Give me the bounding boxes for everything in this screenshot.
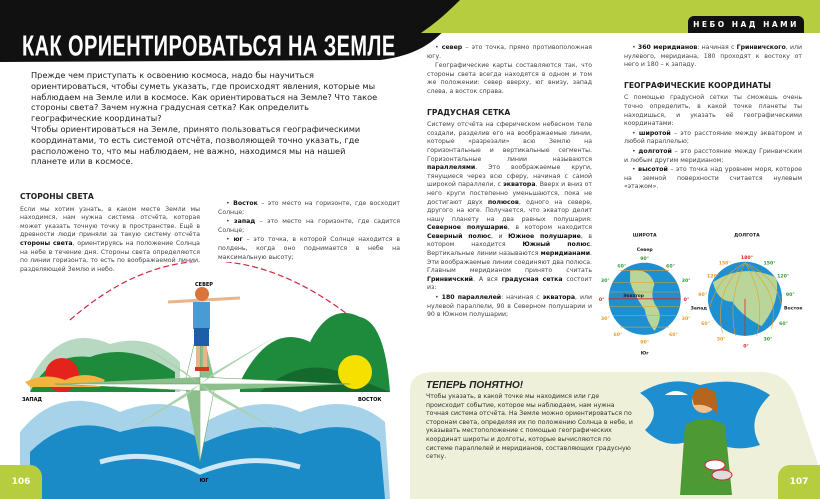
lat-label: 90° bbox=[640, 256, 650, 262]
cardinal-col-2 bbox=[218, 200, 400, 263]
text-run: – это место на горизонте, где садится Солнце; bbox=[218, 218, 400, 234]
bold-term: запад bbox=[234, 218, 256, 226]
latitude-north: Север bbox=[636, 248, 653, 254]
meridians-item bbox=[624, 44, 802, 70]
bold-term: высотой bbox=[638, 166, 668, 174]
bold-term: стороны света bbox=[20, 239, 73, 247]
maps-paragraph bbox=[427, 62, 592, 96]
bold-term: 180 параллелей bbox=[441, 294, 502, 302]
text-run: . Вверх и вниз от него круги постепенно уменьшаются, пока не достигают двух bbox=[427, 181, 592, 206]
bold-term: полюсов bbox=[487, 198, 519, 206]
lat-label: 30° bbox=[600, 317, 610, 323]
label-west: ЗАПАД bbox=[22, 397, 42, 403]
text-run: • bbox=[632, 129, 639, 137]
bold-term: Южный полюс bbox=[522, 241, 591, 249]
label-south: ЮГ bbox=[199, 478, 209, 484]
lat-label: 0° bbox=[683, 297, 690, 303]
coords-col bbox=[624, 44, 802, 193]
longitude-item bbox=[624, 148, 802, 165]
bold-term: Восток bbox=[233, 200, 258, 207]
lat-label: 60° bbox=[666, 264, 675, 270]
grid-paragraph bbox=[427, 121, 592, 293]
longitude-globe bbox=[708, 262, 782, 336]
text-run: . Эти воображаемые линии соединяют два полюса. Главным меридианом принято считать bbox=[427, 250, 592, 275]
text-run: – это расстояние между экватором и любой параллелью; bbox=[624, 129, 802, 146]
text-run: – это расстояние между Гринвичским и любым другим меридианом; bbox=[624, 147, 802, 164]
text-run: Прежде чем приступать к освоению космоса, надо бы научиться ориентироваться, чтобы суметь указать, где происходят явления, которые мы наблюдаем на Земле или в космосе. Как ориентироваться на Земле? Что такое стороны света? Зачем нужна градусная сетка? Как определить географические координаты? bbox=[31, 70, 378, 124]
intro-text bbox=[31, 70, 381, 167]
text-run: , и bbox=[490, 232, 509, 240]
page-number-left: 106 bbox=[0, 465, 42, 499]
bold-term: Гринвичский bbox=[427, 275, 474, 283]
bold-term: широтой bbox=[638, 129, 671, 137]
page-number-right: 107 bbox=[778, 465, 820, 499]
bold-term: экватора bbox=[542, 294, 576, 302]
text-run: , или нулевого, меридиана, 180 проходят к востоку от него и 180 – к западу. bbox=[624, 44, 802, 69]
lon-label: 150° bbox=[718, 261, 731, 267]
east-item bbox=[218, 200, 400, 217]
bold-term: долготой bbox=[638, 147, 672, 155]
lat-label: 30° bbox=[681, 317, 691, 323]
text-run: Чтобы ориентироваться на Земле, принято пользоваться географическими координатами, то есть системой отсчёта, позволяющей точно указать, где расположено то, что мы наблюдаем, не важно, находимся мы на нашей планете или в космосе. bbox=[31, 123, 361, 167]
text-run: , в котором находится bbox=[427, 232, 592, 249]
north-item bbox=[427, 44, 592, 61]
latitude-title: ШИРОТА bbox=[632, 233, 657, 239]
bold-term: Гринвичского bbox=[736, 44, 786, 51]
girl-with-compass-illustration bbox=[640, 375, 780, 495]
lon-label: 150° bbox=[763, 261, 776, 267]
latitude-south: Юг bbox=[640, 351, 649, 357]
lat-label: 30° bbox=[681, 279, 691, 285]
text-run: . Вертикальные линии называются bbox=[427, 241, 592, 258]
summary-text: Чтобы указать, в какой точке мы находимся или где происходит событие, которое мы наблюдаем, нам нужна точная система отсчёта. На Земле можно ориентироваться по сторонам света, определяя их по положению Солнца в небе, и указывать местоположение с помощью географических координат широты и долготы, которые вычисляются по системе параллелей и меридианов, составляющих градусную сетку. bbox=[426, 393, 633, 461]
bold-term: юг bbox=[233, 236, 243, 244]
lon-label: 120° bbox=[707, 274, 720, 280]
text-run: • bbox=[435, 294, 442, 302]
bold-term: Северный полюс bbox=[427, 232, 491, 240]
text-run: – это точка над уровнем моря, которое на земной поверхности считается нулевым «этажом». bbox=[624, 166, 802, 191]
south-item bbox=[218, 236, 400, 262]
text-run: , одного на севере, другого на юге. Получается, что экватор делит нашу планету на два равных полушария: bbox=[427, 198, 592, 223]
longitude-west: Запад bbox=[690, 306, 708, 312]
latitude-item bbox=[624, 130, 802, 147]
lon-label: 90° bbox=[785, 292, 795, 298]
grid-col-1 bbox=[427, 44, 592, 321]
text-run: – это точка, прямо противоположная югу. bbox=[427, 44, 592, 60]
text-run: : начиная с bbox=[697, 44, 737, 51]
intro-paragraph bbox=[31, 124, 381, 167]
text-run: состоит из: bbox=[427, 275, 592, 292]
text-run: • bbox=[226, 218, 235, 226]
bold-term: меридианами bbox=[540, 250, 591, 258]
bold-term: Южное полушарие bbox=[508, 232, 581, 240]
text-run: Географические карты составляются так, что стороны света всегда находятся в одном и том же положении: север вверху, юг внизу, запад слева, а восток справа. bbox=[427, 62, 592, 95]
boy-figure bbox=[168, 287, 240, 371]
bold-term: Северное полушарие bbox=[427, 224, 508, 232]
lon-label: 30° bbox=[716, 337, 726, 343]
grid-heading: ГРАДУСНАЯ СЕТКА bbox=[427, 107, 511, 117]
lat-label: 90° bbox=[640, 340, 650, 346]
cardinal-heading: СТОРОНЫ СВЕТА bbox=[20, 192, 94, 201]
lon-label: 120° bbox=[777, 274, 790, 280]
bold-term: 360 меридианов bbox=[637, 44, 698, 51]
label-east: ВОСТОК bbox=[358, 397, 382, 403]
sun-path bbox=[70, 262, 355, 320]
globes-diagram bbox=[596, 222, 820, 362]
bold-term: север bbox=[441, 44, 463, 51]
lat-label: 60° bbox=[669, 332, 678, 338]
section-tab: НЕБО НАД НАМИ bbox=[688, 16, 804, 33]
parallels-item bbox=[427, 294, 592, 320]
longitude-title: ДОЛГОТА bbox=[734, 233, 760, 239]
lat-label: 60° bbox=[613, 332, 623, 338]
text-run: Систему отсчёта на сферическом небесном теле создали, разделив его на воображаемые линии, которые «разрезали» всю Землю на горизонтальные и вертикальные сегменты. Горизонтальные линии называются bbox=[427, 121, 592, 163]
longitude-east: Восток bbox=[783, 306, 803, 312]
text-run: • bbox=[435, 44, 442, 51]
intro-paragraph bbox=[31, 70, 381, 124]
coords-heading: ГЕОГРАФИЧЕСКИЕ КООРДИНАТЫ bbox=[624, 80, 772, 90]
west-item bbox=[218, 218, 400, 235]
bold-term: экватора bbox=[503, 181, 536, 189]
text-run: • bbox=[632, 44, 638, 51]
text-run: . Это воображаемые круги, тянущиеся через всю сферу, начиная с самой широкой параллели, с bbox=[427, 164, 592, 189]
text-run: : начиная с bbox=[501, 294, 543, 302]
coords-paragraph bbox=[624, 94, 802, 128]
text-run: • bbox=[226, 236, 234, 244]
text-run: – это точка, в которой Солнце находится в полдень, когда оно поднимается в небе на максимальную высоту; bbox=[218, 236, 400, 261]
text-run: – это место на горизонте, где восходит Солнце; bbox=[218, 200, 400, 216]
latitude-globe bbox=[609, 263, 681, 335]
lon-label: 60° bbox=[701, 322, 710, 328]
page-title: КАК ОРИЕНТИРОВАТЬСЯ НА ЗЕМЛЕ bbox=[22, 30, 396, 63]
lon-label: 180° bbox=[740, 255, 753, 261]
text-run: , в котором находится bbox=[507, 224, 592, 232]
altitude-item bbox=[624, 166, 802, 192]
text-run: Если мы хотим узнать, в каком месте Земли мы находимся, нам нужна система отсчёта, которая может указать точную точку в пространстве. Ещё в древности люди приняли за такую систему отсчёта bbox=[20, 205, 200, 239]
lon-label: 30° bbox=[763, 337, 773, 343]
summary-title: ТЕПЕРЬ ПОНЯТНО! bbox=[426, 380, 524, 391]
equator-label: Экватор bbox=[623, 293, 644, 299]
text-run: . А вся bbox=[473, 275, 502, 283]
lat-label: 60° bbox=[617, 264, 627, 270]
header-curve bbox=[410, 0, 470, 40]
text-run: • bbox=[632, 147, 639, 155]
lon-label: 0° bbox=[743, 344, 749, 350]
bold-term: параллелями bbox=[427, 164, 476, 172]
lon-label: 60° bbox=[779, 322, 788, 328]
bold-term: градусная сетка bbox=[501, 275, 563, 283]
lat-label: 30° bbox=[600, 279, 610, 285]
text-run: • bbox=[632, 166, 639, 174]
compass-illustration bbox=[0, 262, 410, 499]
lat-label: 0° bbox=[598, 297, 605, 303]
text-run: , ориентируясь на положение Солнца на небе в течение дня. Стороны света определяются по линии горизонта, то есть по воображаемой линии, разделяющей Землю и небо. bbox=[20, 239, 200, 273]
text-run: , или нулевой параллели, 90 в Северном полушарии и 90 в Южном полушарии; bbox=[427, 294, 592, 319]
label-north: СЕВЕР bbox=[195, 282, 213, 288]
text-run: С помощью градусной сетки ты сможешь очень точно определить, в какой точке планеты ты находишься, и указать её географическими координатами: bbox=[624, 94, 802, 128]
lon-label: 90° bbox=[698, 292, 708, 298]
text-run: • bbox=[226, 200, 234, 207]
